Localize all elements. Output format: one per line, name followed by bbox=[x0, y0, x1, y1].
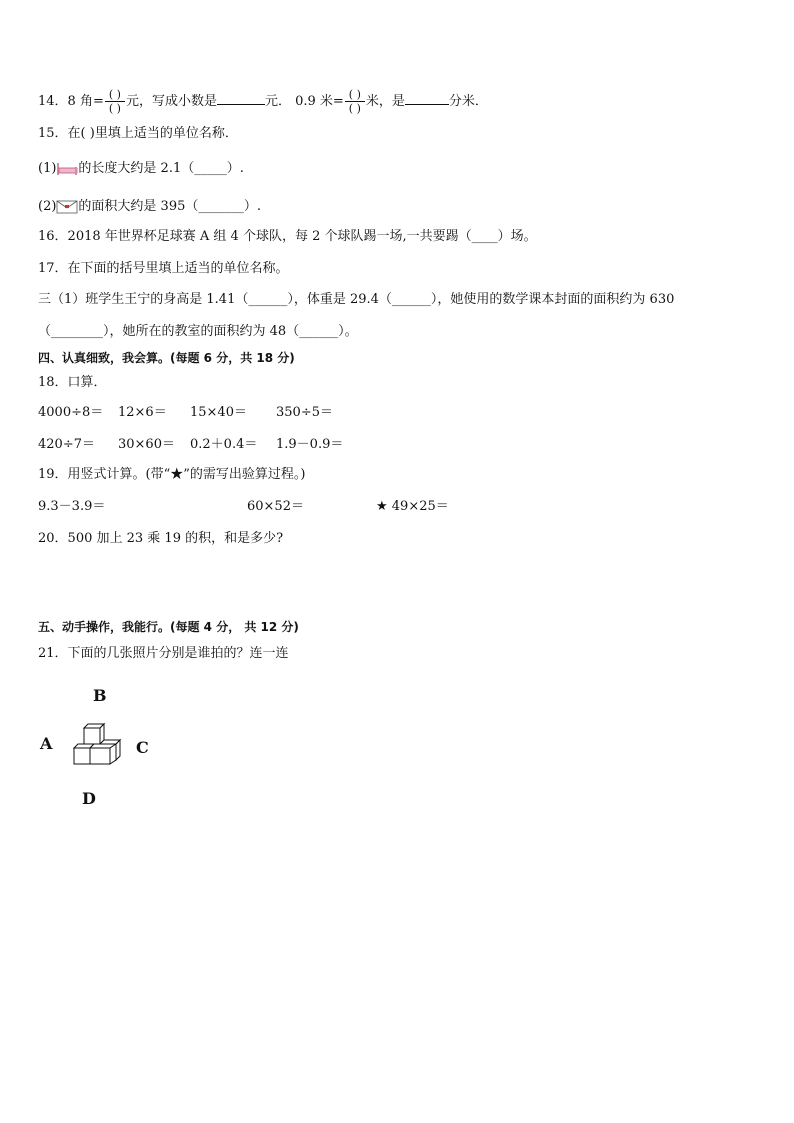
envelope-icon bbox=[56, 200, 78, 214]
bed-icon bbox=[56, 162, 78, 176]
label-a: A bbox=[40, 734, 53, 753]
question-20: 20．500 加上 23 乘 19 的积，和是多少? bbox=[38, 531, 284, 546]
cube-stack-figure bbox=[70, 718, 122, 774]
calc-item: ★ 49×25＝ bbox=[376, 499, 449, 514]
question-19-title: 19．用竖式计算。(带“★”的需写出验算过程。) bbox=[38, 467, 306, 482]
fraction-1: $\frac{( )}{( )}$ bbox=[105, 88, 125, 115]
q14-text2: 元，写成小数是 bbox=[125, 94, 217, 109]
q14-text4: 米，是 bbox=[365, 94, 405, 109]
question-15-part1: (1) 的长度大约是 2.1（_____）. bbox=[38, 161, 244, 176]
question-17-line1: 三（1）班学生王宁的身高是 1.41（______），体重是 29.4（______），她使用的数学课本封面的面积约为 630 bbox=[38, 292, 675, 307]
q14-text1: 14．8 角= bbox=[38, 94, 104, 109]
section-5-heading: 五、动手操作，我能行。(每题 4 分， 共 12 分) bbox=[38, 620, 299, 634]
q14-text3: 元． 0.9 米= bbox=[264, 94, 344, 109]
question-18-title: 18．口算． bbox=[38, 375, 107, 390]
calc-item: 1.9－0.9＝ bbox=[276, 437, 344, 452]
question-15-part2: (2) 的面积大约是 395（_______）. bbox=[38, 199, 261, 214]
calc-item: 12×6＝ bbox=[118, 405, 167, 420]
calc-item: 4000÷8＝ bbox=[38, 405, 104, 420]
calc-item: 9.3－3.9＝ bbox=[38, 499, 106, 514]
calc-item: 350÷5＝ bbox=[276, 405, 333, 420]
question-16: 16．2018 年世界杯足球赛 A 组 4 个球队，每 2 个球队踢一场,一共要踢（____）场。 bbox=[38, 229, 537, 244]
calc-item: 30×60＝ bbox=[118, 437, 175, 452]
question-15-title: 15．在( )里填上适当的单位名称． bbox=[38, 126, 238, 141]
question-14 bbox=[38, 88, 488, 115]
label-b: B bbox=[93, 686, 107, 705]
calc-item: 15×40＝ bbox=[190, 405, 247, 420]
answer-blank[interactable] bbox=[217, 92, 265, 105]
fraction-2: $\frac{( )}{( )}$ bbox=[345, 88, 365, 115]
question-19-items bbox=[38, 499, 449, 515]
label-c: C bbox=[136, 738, 149, 757]
answer-blank[interactable] bbox=[405, 92, 449, 105]
question-18-row1 bbox=[38, 405, 333, 421]
calc-item: 60×52＝ bbox=[247, 499, 304, 514]
question-17-title: 17．在下面的括号里填上适当的单位名称。 bbox=[38, 261, 289, 276]
question-17-line2: （________），她所在的教室的面积约为 48（______）。 bbox=[38, 324, 358, 339]
question-21-title: 21．下面的几张照片分别是谁拍的？连一连 bbox=[38, 646, 289, 661]
label-d: D bbox=[82, 789, 96, 808]
calc-item: 0.2＋0.4＝ bbox=[190, 437, 258, 452]
calc-item: 420÷7＝ bbox=[38, 437, 95, 452]
section-4-heading: 四、认真细致，我会算。(每题 6 分，共 18 分) bbox=[38, 351, 295, 365]
question-18-row2 bbox=[38, 437, 343, 453]
q14-text5: 分米． bbox=[448, 94, 488, 109]
